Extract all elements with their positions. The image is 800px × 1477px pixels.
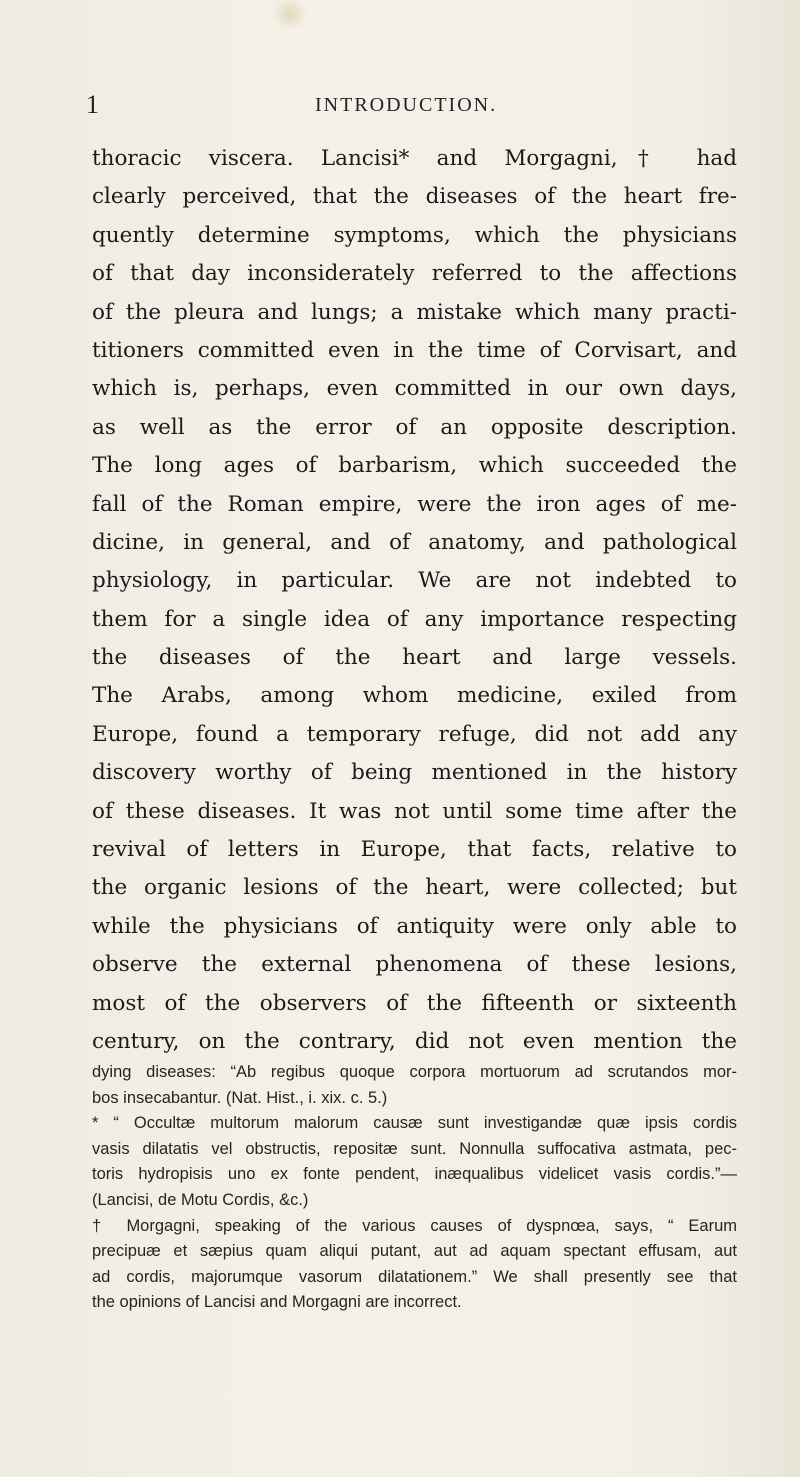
footnotes bbox=[92, 1060, 737, 1316]
text-line: which is, perhaps, even committed in our own days, bbox=[92, 376, 737, 402]
footnote-line: * “ Occultæ multorum malorum causæ sunt investigandæ quæ ipsis cordis bbox=[92, 1114, 737, 1133]
text-line: as well as the error of an opposite description. bbox=[92, 414, 737, 440]
footnote-line: toris hydropisis uno ex fonte pendent, inæqualibus videlicet vasis cordis.”— bbox=[92, 1165, 737, 1184]
text-line: of these diseases. It was not until some time after the bbox=[92, 798, 737, 824]
footnote-line: (Lancisi, de Motu Cordis, &c.) bbox=[92, 1190, 309, 1209]
text-line: fall of the Roman empire, were the iron ages of me- bbox=[92, 491, 737, 517]
footnote-line: vasis dilatatis vel obstructis, repositæ sunt. Nonnulla suffocativa astmata, pec- bbox=[92, 1139, 737, 1158]
footnote-line: precipuæ et sæpius quam aliqui putant, aut ad aquam spectant effusam, aut bbox=[92, 1242, 737, 1261]
text-line: dicine, in general, and of anatomy, and pathological bbox=[92, 529, 737, 555]
page-number: 1 bbox=[86, 90, 99, 119]
text-line: them for a single idea of any importance respecting bbox=[92, 606, 737, 632]
text-line: thoracic viscera. Lancisi* and Morgagni,† had bbox=[92, 146, 737, 171]
running-head: INTRODUCTION. bbox=[315, 94, 498, 116]
text-line: century, on the contrary, did not even mention the bbox=[92, 1028, 737, 1054]
footnote-line: bos insecabantur. (Nat. Hist., i. xix. c. 5.) bbox=[92, 1088, 388, 1107]
text-line: quently determine symptoms, which the physicians bbox=[92, 222, 737, 248]
text-line: most of the observers of the fifteenth or sixteenth bbox=[92, 990, 737, 1016]
footnote-line: ad cordis, majorumque vasorum dilatationem.” We shall presently see that bbox=[92, 1267, 737, 1286]
text-line: The long ages of barbarism, which succeeded the bbox=[92, 453, 737, 479]
page-header bbox=[0, 90, 800, 120]
text-line: clearly perceived, that the diseases of the heart fre- bbox=[92, 184, 737, 210]
text-line: Europe, found a temporary refuge, did not add any bbox=[92, 721, 737, 747]
footnote-line: † Morgagni, speaking of the various causes of dyspnœa, says, “ Earum bbox=[92, 1216, 737, 1235]
text-line: observe the external phenomena of these lesions, bbox=[92, 952, 737, 978]
text-line: of that day inconsiderately referred to the affections bbox=[92, 261, 737, 287]
text-line: the organic lesions of the heart, were collected; but bbox=[92, 875, 737, 901]
text-line: of the pleura and lungs; a mistake which many practi- bbox=[92, 299, 737, 325]
text-line: titioners committed even in the time of Corvisart, and bbox=[92, 337, 737, 363]
text-line: physiology, in particular. We are not indebted to bbox=[92, 568, 737, 594]
text-line: The Arabs, among whom medicine, exiled from bbox=[92, 683, 737, 709]
text-line: the diseases of the heart and large vessels. bbox=[92, 645, 737, 671]
text-line: discovery worthy of being mentioned in the history bbox=[92, 760, 737, 786]
footnote-line: dying diseases: “Ab regibus quoque corpora mortuorum ad scrutandos mor- bbox=[92, 1063, 737, 1081]
paper-stain bbox=[270, 0, 310, 28]
text-line: revival of letters in Europe, that facts, relative to bbox=[92, 837, 737, 863]
main-text bbox=[92, 140, 737, 1061]
text-line: while the physicians of antiquity were only able to bbox=[92, 913, 737, 939]
footnote-line: the opinions of Lancisi and Morgagni are incorrect. bbox=[92, 1293, 462, 1312]
